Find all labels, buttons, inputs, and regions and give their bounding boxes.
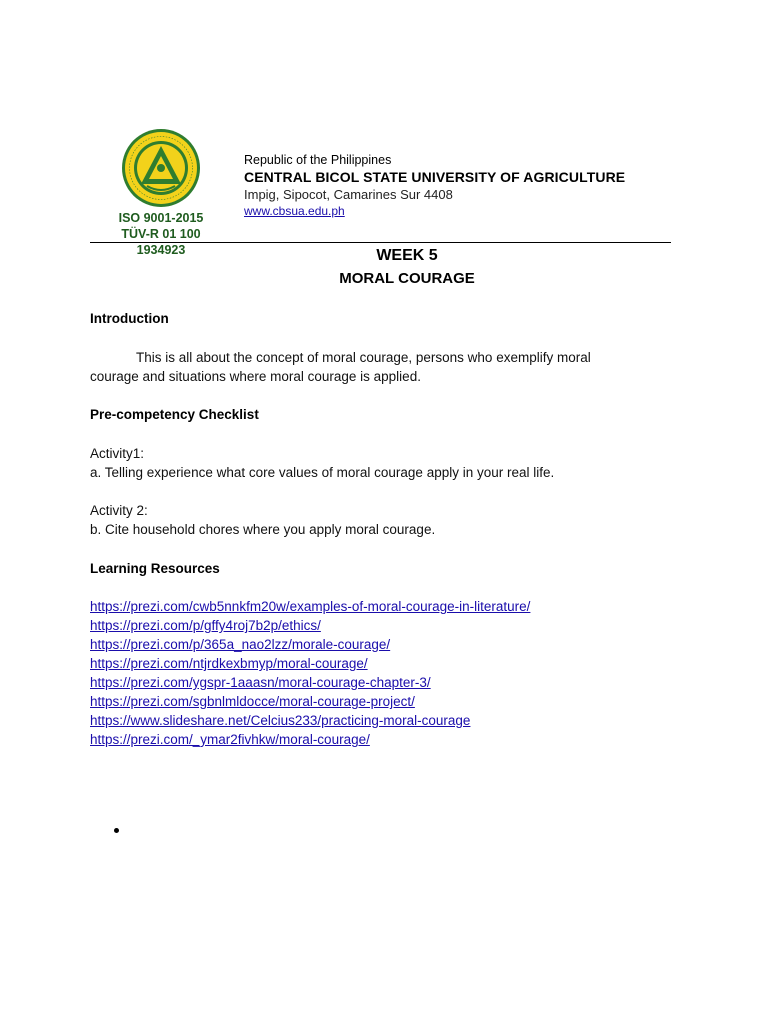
university-seal-logo xyxy=(121,128,201,208)
activity-2-text: b. Cite household chores where you apply moral courage. xyxy=(90,522,436,537)
activity-1-text: a. Telling experience what core values of moral courage apply in your real life. xyxy=(90,465,555,480)
activity-2 xyxy=(90,501,680,539)
introduction-paragraph xyxy=(90,348,680,386)
checklist-heading: Pre-competency Checklist xyxy=(90,407,259,422)
resource-link[interactable]: https://prezi.com/sgbnlmldocce/moral-courage-project/ xyxy=(90,694,415,709)
resource-links-list xyxy=(90,597,530,749)
activity-1 xyxy=(90,444,680,482)
tuv-certificate-number: TÜV-R 01 100 1934923 xyxy=(121,227,201,257)
activity-1-label: Activity1: xyxy=(90,446,145,461)
resource-link[interactable]: https://prezi.com/ygspr-1aaasn/moral-courage-chapter-3/ xyxy=(90,675,431,690)
letterhead xyxy=(244,152,684,220)
resource-link[interactable]: https://prezi.com/cwb5nnkfm20w/examples-of-moral-courage-in-literature/ xyxy=(90,599,531,614)
introduction-heading: Introduction xyxy=(90,311,169,326)
resource-link[interactable]: https://prezi.com/_ymar2fivhkw/moral-courage/ xyxy=(90,732,370,747)
activity-2-label: Activity 2: xyxy=(90,503,148,518)
introduction-line-2: courage and situations where moral courage is applied. xyxy=(90,369,421,384)
university-address: Impig, Sipocot, Camarines Sur 4408 xyxy=(244,187,453,202)
resource-link[interactable]: https://prezi.com/p/gffy4roj7b2p/ethics/ xyxy=(90,618,321,633)
resource-link[interactable]: https://www.slideshare.net/Celcius233/practicing-moral-courage xyxy=(90,713,471,728)
learning-resources-heading: Learning Resources xyxy=(90,561,220,576)
republic-line: Republic of the Philippines xyxy=(244,153,392,167)
week-title: WEEK 5 xyxy=(376,247,438,264)
university-website-link[interactable]: www.cbsua.edu.ph xyxy=(244,204,345,218)
resource-link[interactable]: https://prezi.com/p/365a_nao2lzz/morale-courage/ xyxy=(90,637,391,652)
introduction-line-1: This is all about the concept of moral courage, persons who exemplify moral xyxy=(136,350,591,365)
header-divider xyxy=(90,242,671,243)
iso-standard: ISO 9001-2015 xyxy=(118,211,204,225)
university-name: CENTRAL BICOL STATE UNIVERSITY OF AGRICULTURE xyxy=(244,169,626,185)
resource-link[interactable]: https://prezi.com/ntjrdkexbmyp/moral-courage/ xyxy=(90,656,368,671)
empty-bullet-point xyxy=(114,828,119,833)
lesson-title: MORAL COURAGE xyxy=(339,270,475,287)
